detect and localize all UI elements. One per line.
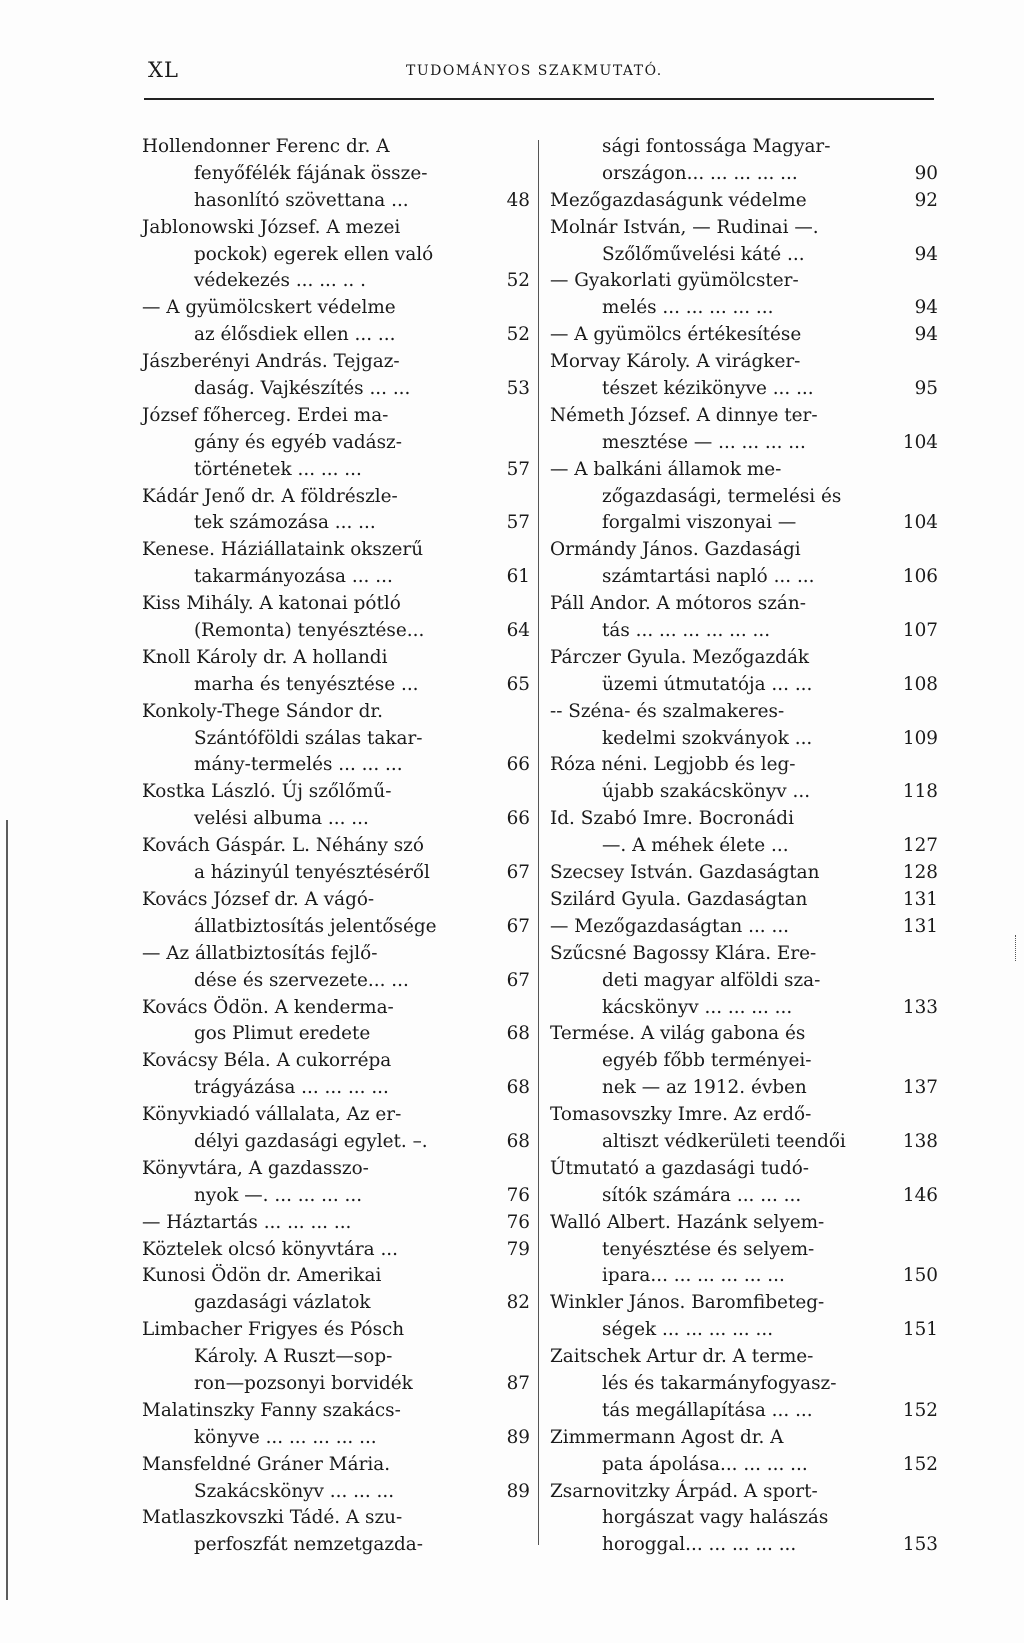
index-entry-line — [142, 672, 530, 699]
index-entry-line — [550, 1263, 938, 1290]
index-entry-line — [550, 591, 938, 618]
entry-text: Konkoly-Thege Sándor dr. — [142, 700, 383, 722]
entry-text: fenyőfélék fájának össze- — [194, 162, 428, 184]
entry-text: Kiss Mihály. A katonai pótló — [142, 593, 401, 615]
entry-text: Szántóföldi szálas takar- — [194, 727, 423, 749]
entry-text: Molnár István, — Rudinai —. — [550, 216, 819, 238]
entry-page-number: 146 — [902, 1184, 938, 1206]
index-entry-line — [142, 968, 530, 995]
entry-page-number: 89 — [506, 1480, 530, 1502]
entry-text: horoggal... ... ... ... ... — [602, 1534, 797, 1556]
index-entry-line — [142, 1048, 530, 1075]
index-entry-line — [142, 188, 530, 215]
entry-text: számtartási napló ... ... — [602, 566, 815, 588]
entry-page-number: 61 — [506, 566, 530, 588]
index-entry-line — [142, 484, 530, 511]
index-entry-line — [550, 779, 938, 806]
index-entry-line — [142, 914, 530, 941]
entry-text: könyve ... ... ... ... ... — [194, 1426, 377, 1448]
entry-text: Szűcsné Bagossy Klára. Ere- — [550, 942, 817, 964]
index-entry-line — [550, 376, 938, 403]
index-entry-line — [142, 1210, 530, 1237]
entry-text: ipara... ... ... ... ... ... — [602, 1265, 785, 1287]
index-entry-line — [550, 1237, 938, 1264]
entry-text: Hollendonner Ferenc dr. A — [142, 136, 390, 157]
entry-text: — Háztartás ... ... ... ... — [142, 1211, 352, 1233]
column-divider — [538, 140, 539, 1545]
entry-page-number: 87 — [506, 1372, 530, 1394]
index-entry-line — [550, 430, 938, 457]
index-entry-line — [142, 537, 530, 564]
entry-text: perfoszfát nemzetgazda- — [194, 1534, 423, 1556]
index-entry-line — [142, 1263, 530, 1290]
entry-text: tenyésztése és selyem- — [602, 1238, 815, 1260]
index-entry-line — [142, 242, 530, 269]
index-entry-line — [550, 403, 938, 430]
entry-text: nyok —. ... ... ... ... — [194, 1184, 363, 1206]
entry-text: pockok) egerek ellen való — [194, 243, 434, 265]
index-entry-line — [550, 1129, 938, 1156]
entry-text: trágyázása ... ... ... ... — [194, 1077, 389, 1099]
entry-text: Malatinszky Fanny szakács- — [142, 1399, 401, 1421]
entry-text: Termése. A világ gabona és — [550, 1023, 806, 1045]
index-entry-line — [142, 1183, 530, 1210]
entry-page-number: 89 — [506, 1426, 530, 1448]
entry-text: tek számozása ... ... — [194, 512, 376, 534]
index-entry-line — [142, 268, 530, 295]
index-entry-line — [550, 510, 938, 537]
entry-page-number: 95 — [914, 378, 938, 400]
index-entry-line — [550, 484, 938, 511]
entry-text: —. A méhek élete ... — [602, 835, 789, 857]
entry-text: Winkler János. Baromfibeteg- — [550, 1292, 825, 1314]
entry-text: — Mezőgazdaságtan ... ... — [550, 915, 790, 937]
entry-text: — Gyakorlati gyümölcster- — [550, 270, 799, 292]
index-entry-line — [550, 215, 938, 242]
index-entry-line — [142, 995, 530, 1022]
index-column-left — [142, 134, 530, 1559]
entry-page-number: 152 — [902, 1453, 938, 1475]
entry-page-number: 94 — [914, 243, 938, 265]
entry-text: Kovácsy Béla. A cukorrépa — [142, 1050, 392, 1072]
index-entry-line — [142, 457, 530, 484]
index-entry-line — [550, 161, 938, 188]
entry-text: Zaitschek Artur dr. A terme- — [550, 1346, 814, 1368]
index-entry-line — [142, 645, 530, 672]
entry-text: Limbacher Frigyes és Pósch — [142, 1319, 405, 1341]
entry-page-number: 64 — [506, 620, 530, 642]
entry-text: Szőlőművelési káté ... — [602, 243, 805, 265]
entry-page-number: 109 — [902, 727, 938, 749]
entry-text: Kovács József dr. A vágó- — [142, 888, 375, 910]
entry-text: altiszt védkerületi teendői — [602, 1130, 846, 1152]
index-entry-line — [142, 618, 530, 645]
entry-page-number: 94 — [914, 324, 938, 346]
entry-page-number: 150 — [902, 1265, 938, 1287]
page-number: XL — [148, 58, 179, 82]
index-entry-line — [550, 1210, 938, 1237]
entry-text: melés ... ... ... ... ... — [602, 297, 774, 319]
index-entry-line — [550, 134, 938, 161]
entry-text: Szecsey István. Gazdaságtan — [550, 862, 820, 884]
index-entry-line — [142, 1398, 530, 1425]
index-entry-line — [142, 1479, 530, 1506]
entry-text: pata ápolása... ... ... ... — [602, 1453, 808, 1475]
index-entry-line — [142, 1344, 530, 1371]
header-rule — [144, 98, 934, 100]
entry-text: mesztése — ... ... ... ... — [602, 431, 806, 453]
entry-text: — Az állatbiztosítás fejlő- — [142, 942, 378, 964]
entry-page-number: 48 — [506, 189, 530, 211]
entry-text: Kovách Gáspár. L. Néhány szó — [142, 835, 424, 857]
entry-text: Jablonowski József. A mezei — [142, 216, 401, 238]
entry-text: Németh József. A dinnye ter- — [550, 404, 818, 426]
index-entry-line — [550, 699, 938, 726]
index-entry-line — [142, 1317, 530, 1344]
entry-text: takarmányozása ... ... — [194, 566, 393, 588]
index-entry-line — [550, 1183, 938, 1210]
index-entry-line — [550, 564, 938, 591]
entry-text: Id. Szabó Imre. Bocronádi — [550, 808, 794, 830]
entry-text: Tomasovszky Imre. Az erdő- — [550, 1104, 812, 1126]
entry-page-number: 79 — [506, 1238, 530, 1260]
entry-text: Párczer Gyula. Mezőgazdák — [550, 646, 810, 668]
entry-text: Köztelek olcsó könyvtára ... — [142, 1238, 398, 1260]
entry-text: állatbiztosítás jelentősége — [194, 915, 437, 937]
entry-page-number: 151 — [902, 1319, 938, 1341]
entry-page-number: 152 — [902, 1399, 938, 1421]
entry-text: Knoll Károly dr. A hollandi — [142, 646, 388, 668]
entry-page-number: 94 — [914, 297, 938, 319]
entry-text: forgalmi viszonyai — — [602, 512, 797, 534]
index-entry-line — [142, 806, 530, 833]
index-entry-line — [142, 1237, 530, 1264]
index-entry-line — [550, 268, 938, 295]
entry-page-number: 52 — [506, 270, 530, 292]
index-entry-line — [550, 188, 938, 215]
entry-page-number: 108 — [902, 673, 938, 695]
entry-page-number: 128 — [902, 862, 938, 884]
entry-text: kácskönyv ... ... ... ... — [602, 996, 793, 1018]
entry-text: Könyvkiadó vállalata, Az er- — [142, 1104, 402, 1126]
entry-text: Zsarnovitzky Árpád. A sport- — [550, 1480, 818, 1502]
entry-text: -- Széna- és szalmakeres- — [550, 700, 785, 722]
index-column-right — [550, 134, 938, 1559]
entry-text: Könyvtára, A gazdasszo- — [142, 1157, 369, 1179]
entry-text: sítók számára ... ... ... — [602, 1184, 802, 1206]
entry-text: gány és egyéb vadász- — [194, 431, 402, 453]
entry-page-number: 67 — [506, 862, 530, 884]
entry-text: (Remonta) tenyésztése... — [194, 620, 425, 642]
index-entry-line — [142, 941, 530, 968]
index-entry-line — [550, 833, 938, 860]
index-entry-line — [550, 1317, 938, 1344]
index-entry-line — [550, 1156, 938, 1183]
index-entry-line — [142, 1075, 530, 1102]
index-entry-line — [550, 457, 938, 484]
entry-page-number: 137 — [902, 1077, 938, 1099]
index-entry-line — [550, 295, 938, 322]
index-entry-line — [142, 1021, 530, 1048]
entry-text: Ormándy János. Gazdasági — [550, 539, 801, 561]
entry-page-number: 127 — [902, 835, 938, 857]
entry-text: országon... ... ... ... ... — [602, 162, 798, 184]
index-entry-line — [142, 1532, 530, 1559]
index-entry-line — [142, 752, 530, 779]
entry-text: hasonlító szövettana ... — [194, 189, 409, 211]
entry-page-number: 68 — [506, 1023, 530, 1045]
entry-page-number: 133 — [902, 996, 938, 1018]
entry-text: Szilárd Gyula. Gazdaságtan — [550, 888, 808, 910]
entry-text: kedelmi szokványok ... — [602, 727, 813, 749]
entry-page-number: 67 — [506, 969, 530, 991]
index-entry-line — [142, 349, 530, 376]
index-entry-line — [142, 860, 530, 887]
entry-text: dése és szervezete... ... — [194, 969, 409, 991]
entry-page-number: 66 — [506, 808, 530, 830]
entry-page-number: 92 — [914, 189, 938, 211]
index-entry-line — [550, 1048, 938, 1075]
entry-text: Kádár Jenő dr. A földrészle- — [142, 485, 398, 507]
index-entry-line — [142, 134, 530, 161]
entry-text: zőgazdasági, termelési és — [602, 485, 842, 507]
index-entry-line — [550, 1075, 938, 1102]
entry-text: daság. Vajkészítés ... ... — [194, 378, 411, 400]
entry-page-number: 68 — [506, 1130, 530, 1152]
entry-text: Mezőgazdaságunk védelme — [550, 189, 807, 211]
index-entry-line — [142, 403, 530, 430]
index-entry-line — [142, 1102, 530, 1129]
entry-text: tás ... ... ... ... ... ... — [602, 620, 771, 642]
scan-edge-mark — [6, 820, 8, 1600]
entry-page-number: 107 — [902, 620, 938, 642]
index-entry-line — [550, 242, 938, 269]
entry-text: ségek ... ... ... ... ... — [602, 1319, 774, 1341]
index-entry-line — [142, 591, 530, 618]
entry-page-number: 68 — [506, 1077, 530, 1099]
entry-page-number: 65 — [506, 673, 530, 695]
entry-text: egyéb főbb terményei- — [602, 1050, 812, 1072]
scan-edge-dots — [1015, 935, 1024, 961]
entry-page-number: 118 — [902, 781, 938, 803]
entry-text: nek — az 1912. évben — [602, 1077, 807, 1099]
index-entry-line — [550, 1344, 938, 1371]
entry-text: Róza néni. Legjobb és leg- — [550, 754, 796, 776]
index-entry-line — [142, 887, 530, 914]
entry-page-number: 153 — [902, 1534, 938, 1556]
entry-page-number: 90 — [914, 162, 938, 184]
entry-text: velési albuma ... ... — [194, 808, 369, 830]
index-entry-line — [142, 1156, 530, 1183]
index-entry-line — [550, 726, 938, 753]
entry-text: Kunosi Ödön dr. Amerikai — [142, 1265, 382, 1287]
entry-page-number: 53 — [506, 378, 530, 400]
entry-page-number: 131 — [902, 888, 938, 910]
index-entry-line — [550, 1371, 938, 1398]
index-entry-line — [550, 1479, 938, 1506]
running-title: TUDOMÁNYOS SZAKMUTATÓ. — [406, 63, 663, 79]
entry-text: tás megállapítása ... ... — [602, 1399, 813, 1421]
index-entry-line — [142, 295, 530, 322]
entry-page-number: 82 — [506, 1292, 530, 1314]
entry-text: mány-termelés ... ... ... — [194, 754, 403, 776]
entry-text: József főherceg. Erdei ma- — [142, 404, 389, 426]
entry-page-number: 67 — [506, 915, 530, 937]
index-entry-line — [550, 941, 938, 968]
index-entry-line — [142, 1505, 530, 1532]
index-entry-line — [142, 779, 530, 806]
entry-text: Útmutató a gazdasági tudó- — [550, 1157, 810, 1179]
entry-text: délyi gazdasági egylet. –. — [194, 1130, 428, 1152]
entry-text: — A balkáni államok me- — [550, 458, 782, 480]
index-entry-line — [550, 752, 938, 779]
entry-text: Walló Albert. Hazánk selyem- — [550, 1211, 825, 1233]
entry-text: Páll Andor. A mótoros szán- — [550, 593, 806, 615]
index-entry-line — [550, 914, 938, 941]
entry-page-number: 131 — [902, 915, 938, 937]
index-entry-line — [142, 833, 530, 860]
index-entry-line — [550, 672, 938, 699]
index-entry-line — [550, 806, 938, 833]
index-entry-line — [142, 1425, 530, 1452]
entry-text: tészet kézikönyve ... ... — [602, 378, 814, 400]
entry-text: a házinyúl tenyésztéséről — [194, 862, 430, 884]
index-entry-line — [142, 726, 530, 753]
index-entry-line — [550, 1102, 938, 1129]
entry-text: lés és takarmányfogyasz- — [602, 1372, 837, 1394]
entry-text: horgászat vagy halászás — [602, 1507, 829, 1529]
index-entry-line — [550, 1452, 938, 1479]
entry-page-number: 76 — [506, 1211, 530, 1233]
index-entry-line — [550, 860, 938, 887]
entry-page-number: 52 — [506, 324, 530, 346]
entry-text: üzemi útmutatója ... ... — [602, 673, 813, 695]
entry-text: gos Plimut eredete — [194, 1023, 371, 1045]
index-entry-line — [142, 564, 530, 591]
index-entry-line — [550, 1398, 938, 1425]
index-entry-line — [550, 995, 938, 1022]
entry-text: Károly. A Ruszt—sop- — [194, 1346, 393, 1368]
entry-text: — A gyümölcskert védelme — [142, 297, 396, 319]
index-entry-line — [142, 1129, 530, 1156]
entry-page-number: 104 — [902, 512, 938, 534]
entry-page-number: 104 — [902, 431, 938, 453]
entry-text: történetek ... ... ... — [194, 458, 362, 480]
entry-text: ron—pozsonyi borvidék — [194, 1372, 413, 1394]
index-entry-line — [550, 1290, 938, 1317]
entry-text: Kenese. Háziállataink okszerű — [142, 539, 424, 561]
entry-text: sági fontossága Magyar- — [602, 136, 831, 157]
entry-text: újabb szakácskönyv ... — [602, 781, 811, 803]
index-entry-line — [550, 537, 938, 564]
index-entry-line — [142, 1371, 530, 1398]
entry-text: az élősdiek ellen ... ... — [194, 324, 396, 346]
index-entry-line — [142, 161, 530, 188]
index-entry-line — [550, 645, 938, 672]
entry-text: deti magyar alföldi sza- — [602, 969, 821, 991]
entry-text: Szakácskönyv ... ... ... — [194, 1480, 395, 1502]
page-header — [148, 58, 934, 88]
index-entry-line — [550, 618, 938, 645]
entry-text: védekezés ... ... .. . — [194, 270, 366, 292]
entry-text: Kovács Ödön. A kenderma- — [142, 996, 394, 1018]
index-entry-line — [142, 430, 530, 457]
index-entry-line — [550, 1532, 938, 1559]
index-entry-line — [142, 322, 530, 349]
index-entry-line — [550, 349, 938, 376]
index-entry-line — [142, 510, 530, 537]
entry-page-number: 66 — [506, 754, 530, 776]
index-entry-line — [550, 968, 938, 995]
entry-page-number: 57 — [506, 458, 530, 480]
entry-text: Mansfeldné Gráner Mária. — [142, 1453, 391, 1475]
entry-page-number: 138 — [902, 1130, 938, 1152]
entry-text: Morvay Károly. A virágker- — [550, 351, 801, 373]
entry-text: Matlaszkovszki Tádé. A szu- — [142, 1507, 403, 1529]
entry-text: Zimmermann Agost dr. A — [550, 1426, 784, 1448]
entry-page-number: 57 — [506, 512, 530, 534]
index-entry-line — [142, 376, 530, 403]
index-entry-line — [142, 215, 530, 242]
entry-text: marha és tenyésztése ... — [194, 673, 419, 695]
entry-text: Jászberényi András. Tejgaz- — [142, 351, 400, 373]
entry-page-number: 106 — [902, 566, 938, 588]
index-entry-line — [550, 887, 938, 914]
entry-text: — A gyümölcs értékesítése — [550, 324, 802, 346]
entry-text: gazdasági vázlatok — [194, 1292, 371, 1314]
index-entry-line — [550, 322, 938, 349]
index-entry-line — [142, 1290, 530, 1317]
entry-text: Kostka László. Új szőlőmű- — [142, 781, 392, 803]
index-entry-line — [142, 1452, 530, 1479]
index-entry-line — [550, 1021, 938, 1048]
index-entry-line — [550, 1425, 938, 1452]
entry-page-number: 76 — [506, 1184, 530, 1206]
index-entry-line — [550, 1505, 938, 1532]
index-entry-line — [142, 699, 530, 726]
